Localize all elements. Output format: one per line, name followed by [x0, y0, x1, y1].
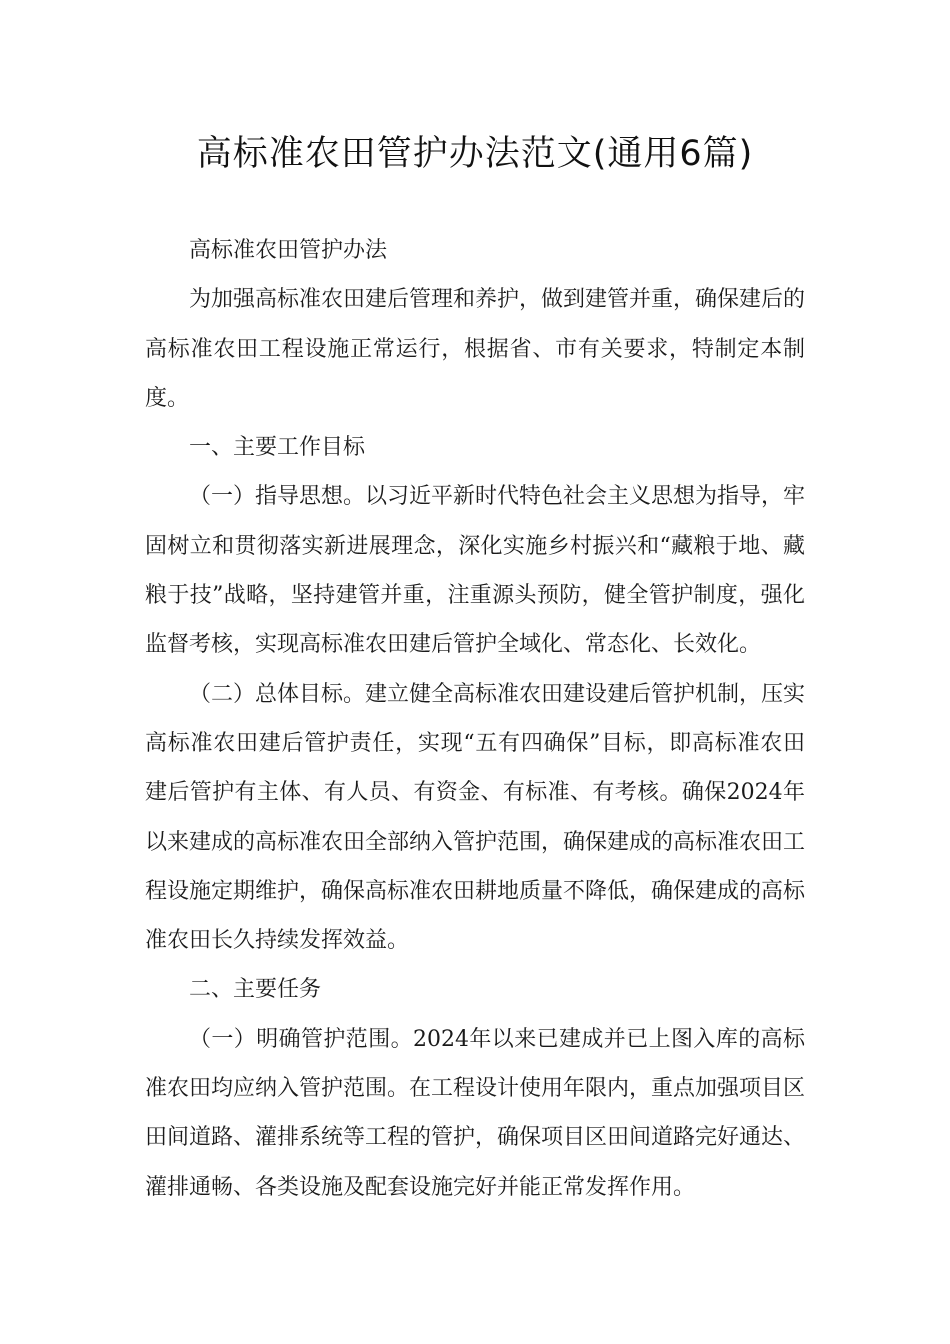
- paragraph-overall-goal: （二）总体目标。建立健全高标准农田建设建后管护机制，压实高标准农田建后管护责任，实现“五有四确保”目标，即高标准农田建后管护有主体、有人员、有资金、有标准、有考核。确保2024年以来建成的高标准农田全部纳入管护范围，确保建成的高标准农田工程设施定期维护，确保高标准农田耕地质量不降低，确保建成的高标准农田长久持续发挥效益。: [145, 681, 806, 954]
- paragraph-scope: （一）明确管护范围。2024年以来已建成并已上图入库的高标准农田均应纳入管护范围。在工程设计使用年限内，重点加强项目区田间道路、灌排系统等工程的管护，确保项目区田间道路完好通达、灌排通畅、各类设施及配套设施完好并能正常发挥作用。: [145, 1026, 806, 1200]
- section-heading-tasks: 二、主要任务: [189, 977, 322, 1003]
- paragraph-guiding-thought: （一）指导思想。以习近平新时代特色社会主义思想为指导，牢固树立和贯彻落实新进展理念，深化实施乡村振兴和“藏粮于地、藏粮于技”战略，坚持建管并重，注重源头预防，健全管护制度，强化监督考核，实现高标准农田建后管护全域化、常态化、长效化。: [145, 484, 806, 658]
- document-body: [145, 226, 805, 1212]
- paragraph-subtitle: 高标准农田管护办法: [189, 238, 388, 263]
- document-title: 高标准农田管护办法范文(通用6篇): [196, 134, 754, 174]
- section-heading-goals: 一、主要工作目标: [189, 435, 366, 461]
- paragraph-intro: 为加强高标准农田建后管理和养护，做到建管并重，确保建后的高标准农田工程设施正常运行，根据省、市有关要求，特制定本制度。: [145, 287, 806, 411]
